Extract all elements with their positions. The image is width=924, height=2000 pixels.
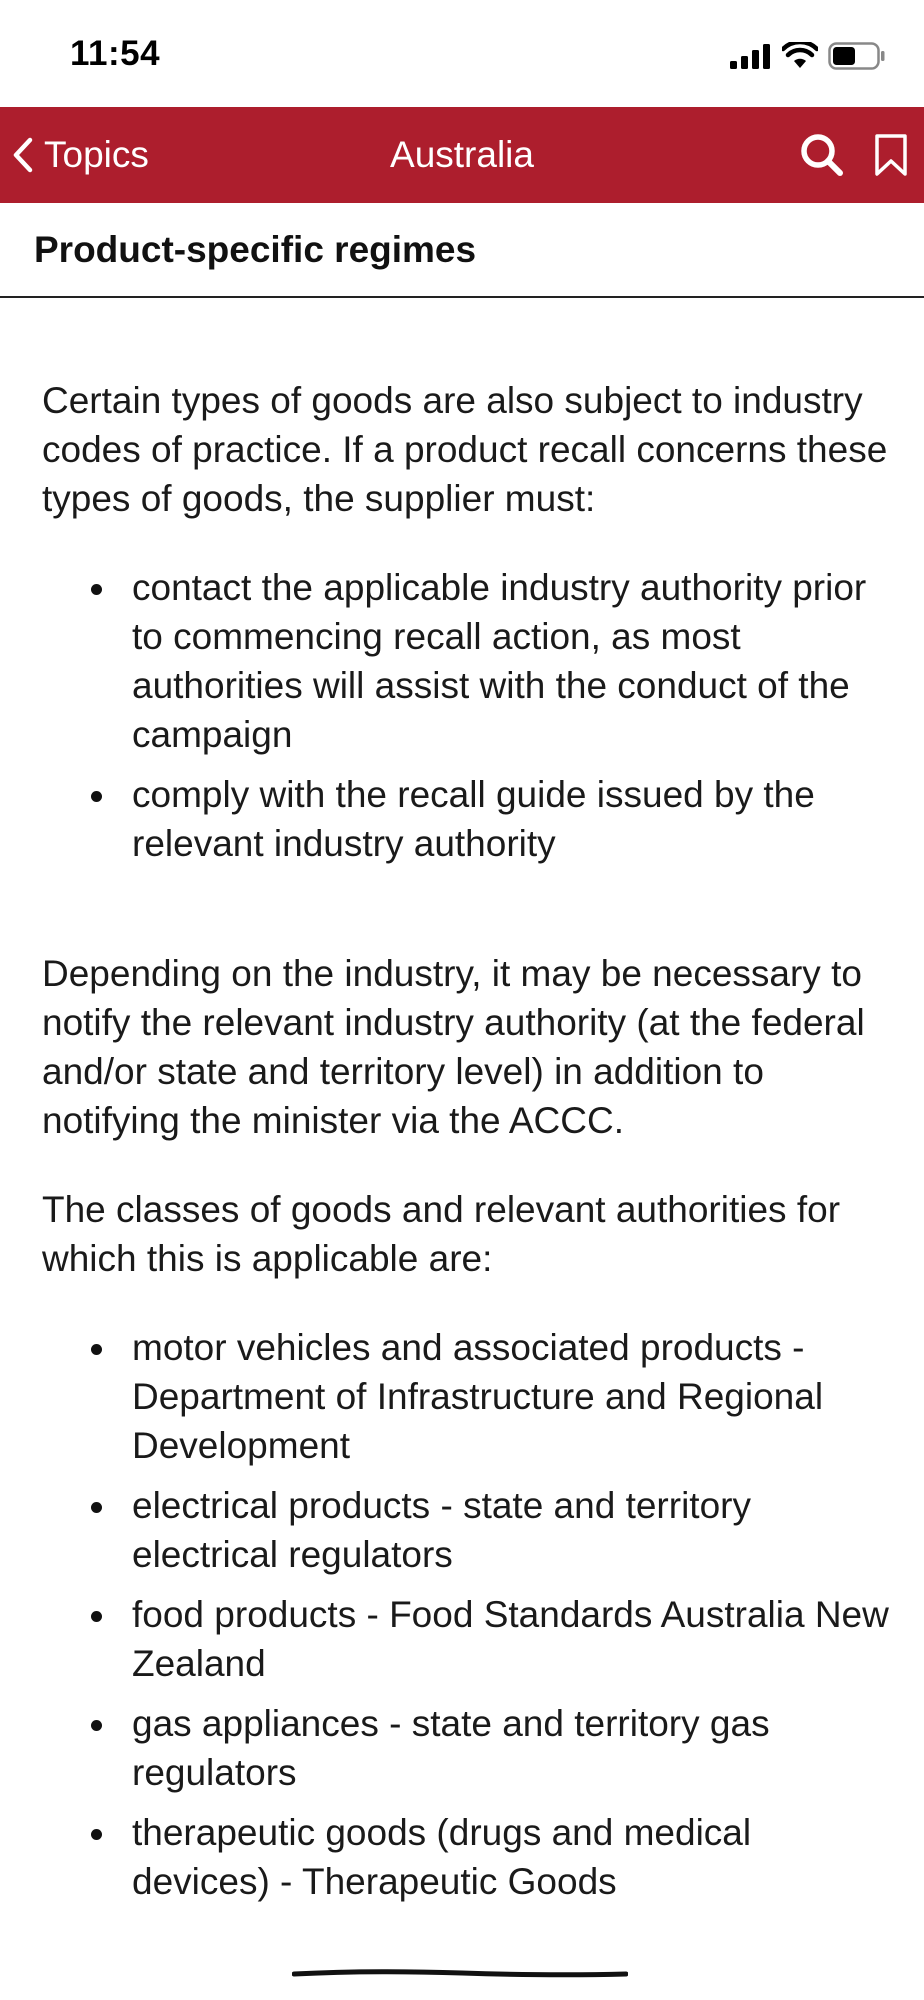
search-button[interactable] (798, 131, 846, 179)
strikethrough-mark (292, 1968, 628, 1982)
search-icon (798, 131, 846, 179)
requirements-list (42, 563, 892, 868)
back-label: Topics (44, 134, 149, 175)
bookmark-icon (872, 132, 910, 178)
intro-paragraph: Certain types of goods are also subject to industry codes of practice. If a product recall concerns these types of goods, the supplier must: (42, 380, 888, 519)
status-bar (0, 0, 924, 107)
list-item: gas appliances - state and territory gas regulators (132, 1699, 892, 1797)
nav-bar (0, 107, 924, 203)
list-item: motor vehicles and associated products - Department of Infrastructure and Regional Development (132, 1323, 892, 1470)
notification-paragraph: Depending on the industry, it may be necessary to notify the relevant industry authority (at the federal and/or state and territory level) in addition to notifying the minister via the ACCC. (42, 953, 865, 1141)
nav-title: Australia (390, 134, 534, 175)
status-time: 11:54 (70, 34, 161, 73)
nav-actions (798, 107, 910, 203)
list-item: therapeutic goods (drugs and medical devices) - Therapeutic Goods (132, 1808, 892, 1906)
status-icons (730, 40, 886, 72)
classes-paragraph: The classes of goods and relevant authorities for which this is applicable are: (42, 1189, 841, 1279)
bookmark-button[interactable] (872, 132, 910, 178)
battery-icon (828, 42, 886, 70)
list-item: electrical products - state and territory electrical regulators (132, 1481, 892, 1579)
list-item: food products - Food Standards Australia New Zealand (132, 1590, 892, 1688)
chevron-left-icon (10, 135, 36, 175)
section-header (0, 203, 924, 298)
list-item: contact the applicable industry authority prior to commencing recall action, as most authorities will assist with the conduct of the campaign (132, 563, 892, 759)
classes-list (42, 1323, 892, 1906)
section-title: Product-specific regimes (34, 229, 477, 270)
spacer (42, 908, 892, 949)
article-content (42, 376, 892, 1946)
wifi-icon (782, 42, 818, 70)
list-item: comply with the recall guide issued by the relevant industry authority (132, 770, 892, 868)
cellular-signal-icon (730, 43, 772, 69)
back-button[interactable] (10, 107, 149, 203)
